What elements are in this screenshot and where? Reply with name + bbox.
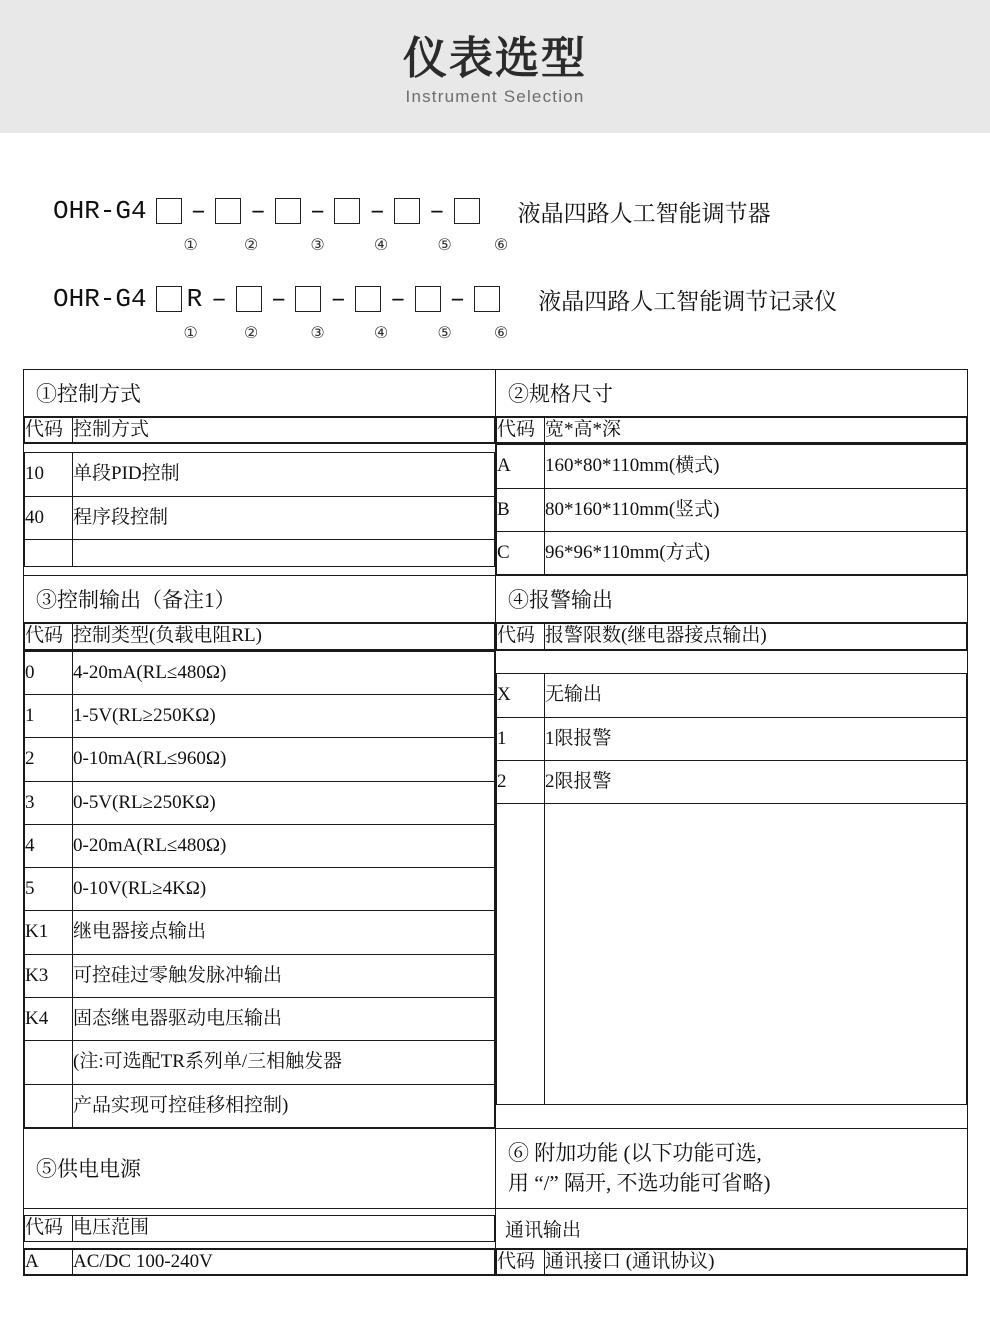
row-code: 4 [25, 824, 73, 867]
dash-icon: – [211, 284, 227, 314]
marker-4: ④ [373, 325, 389, 342]
list-item [25, 496, 495, 539]
section-3-body [24, 650, 496, 1128]
row-text: 0-10V(RL≥4KΩ) [73, 868, 495, 911]
list-item [25, 998, 495, 1041]
col-header-code: 代码 [497, 1249, 545, 1274]
row-code: 5 [25, 868, 73, 911]
dash-icon: – [429, 196, 445, 226]
row-code: K3 [25, 954, 73, 997]
row-code [25, 1084, 73, 1127]
dash-icon: – [449, 284, 466, 314]
list-item [25, 651, 495, 694]
list-item [25, 1249, 495, 1274]
marker-5: ⑤ [437, 237, 452, 254]
table-row [24, 650, 968, 1128]
row-code: X [497, 674, 545, 717]
code-box-6[interactable] [474, 286, 500, 312]
row-text: 160*80*110mm(横式) [545, 445, 967, 488]
model-row-1-markers [0, 231, 990, 259]
section-3-heading: ③控制输出（备注1） [24, 576, 496, 623]
list-item [497, 674, 967, 717]
code-box-2[interactable] [215, 198, 241, 224]
table-row [24, 1129, 968, 1209]
code-box-3[interactable] [275, 198, 301, 224]
col-header-code: 代码 [25, 418, 73, 443]
section-6-colheaders [496, 1248, 968, 1275]
marker-6: ⑥ [493, 237, 509, 254]
row-text: 固态继电器驱动电压输出 [73, 998, 495, 1041]
model-row-1 [0, 191, 990, 231]
list-item [25, 824, 495, 867]
row-text: 96*96*110mm(方式) [545, 531, 967, 574]
dash-icon: – [250, 196, 266, 226]
marker-4: ④ [373, 237, 389, 254]
dash-icon: – [309, 196, 326, 226]
row-text: 80*160*110mm(竖式) [545, 488, 967, 531]
table-row [24, 1248, 968, 1275]
row-text: 4-20mA(RL≤480Ω) [73, 651, 495, 694]
row-text: 1限报警 [545, 717, 967, 760]
table-row [24, 444, 968, 576]
col-header-name: 宽*高*深 [545, 418, 967, 443]
row-text: 可控硅过零触发脉冲输出 [73, 954, 495, 997]
code-box-1[interactable] [156, 198, 182, 224]
model-row-2 [0, 279, 990, 319]
table-row [24, 1208, 968, 1248]
section-4-body [496, 650, 968, 1128]
table-row [24, 370, 968, 417]
section-4-colheaders [496, 623, 968, 650]
row-code: A [497, 445, 545, 488]
row-code: A [25, 1249, 73, 1274]
section-5-heading: ⑤供电电源 [24, 1129, 496, 1209]
row-code: B [497, 488, 545, 531]
row-code: 2 [497, 760, 545, 803]
row-code: K1 [25, 911, 73, 954]
marker-3: ③ [310, 237, 325, 254]
row-code: 1 [497, 717, 545, 760]
section-4-heading: ④报警输出 [496, 576, 968, 623]
row-code: K4 [25, 998, 73, 1041]
list-item [25, 868, 495, 911]
list-item [25, 911, 495, 954]
model-prefix: OHR-G4 [53, 284, 147, 314]
section-6-subheading: 通讯输出 [496, 1208, 968, 1248]
row-text: 无输出 [545, 674, 967, 717]
row-code: 2 [25, 738, 73, 781]
model-code-diagram [0, 133, 990, 347]
row-text: 0-5V(RL≥250KΩ) [73, 781, 495, 824]
row-code [25, 1041, 73, 1084]
list-item [25, 453, 495, 496]
row-text: 2限报警 [545, 760, 967, 803]
dash-icon: – [369, 196, 386, 226]
code-box-3[interactable] [295, 286, 321, 312]
code-box-5[interactable] [415, 286, 441, 312]
page-title: 仪表选型 [403, 34, 587, 84]
col-header-name: 通讯接口 (通讯协议) [545, 1249, 967, 1274]
list-item [497, 717, 967, 760]
col-header-name: 电压范围 [73, 1216, 495, 1241]
col-header-name: 控制类型(负载电阻RL) [73, 624, 495, 649]
list-item [25, 1084, 495, 1127]
list-item [25, 781, 495, 824]
row-text: AC/DC 100-240V [73, 1249, 495, 1274]
section-5-body [24, 1248, 496, 1275]
model-suffix-letter: R [186, 284, 203, 314]
row-text: 0-10mA(RL≤960Ω) [73, 738, 495, 781]
model-description: 液晶四路人工智能调节记录仪 [538, 287, 838, 314]
list-item [497, 531, 967, 574]
section-3-colheaders [24, 623, 496, 650]
row-text: 程序段控制 [73, 496, 495, 539]
model-prefix: OHR-G4 [53, 196, 147, 226]
dash-icon: – [330, 284, 347, 314]
col-header-code: 代码 [25, 1216, 73, 1241]
list-item [25, 738, 495, 781]
code-box-2[interactable] [236, 286, 262, 312]
marker-1: ① [183, 237, 198, 254]
marker-5: ⑤ [437, 325, 452, 342]
col-header-code: 代码 [497, 624, 545, 649]
list-item [497, 760, 967, 803]
row-code: 10 [25, 453, 73, 496]
row-text: 0-20mA(RL≤480Ω) [73, 824, 495, 867]
page-subtitle: Instrument Selection [405, 86, 585, 106]
row-text: 继电器接点输出 [73, 911, 495, 954]
col-header-code: 代码 [25, 624, 73, 649]
marker-1: ① [183, 325, 198, 342]
col-header-name: 控制方式 [73, 418, 495, 443]
dash-icon: – [190, 196, 207, 226]
section-5-colheaders [24, 1208, 496, 1248]
row-text: (注:可选配TR系列单/三相触发器 [73, 1041, 495, 1084]
dash-icon: – [270, 284, 287, 314]
section-6-heading-line2: 用 “/” 隔开, 不选功能可省略) [508, 1171, 771, 1196]
section-2-colheaders [496, 417, 968, 444]
col-header-name: 报警限数(继电器接点输出) [545, 624, 967, 649]
page-banner [0, 0, 990, 133]
marker-6: ⑥ [493, 325, 509, 342]
section-6-heading-line1: ⑥ 附加功能 (以下功能可选, [508, 1141, 762, 1165]
code-box-4[interactable] [355, 286, 381, 312]
model-row-2-markers [0, 319, 990, 347]
marker-3: ③ [310, 325, 325, 342]
list-item [497, 445, 967, 488]
col-header-code: 代码 [497, 418, 545, 443]
row-text: 1-5V(RL≥250KΩ) [73, 694, 495, 737]
code-box-6[interactable] [454, 198, 480, 224]
row-code: 40 [25, 496, 73, 539]
section-1-colheaders [24, 417, 496, 444]
list-item [497, 488, 967, 531]
marker-2: ② [243, 237, 259, 254]
model-description: 液晶四路人工智能调节器 [517, 199, 771, 226]
list-item [25, 1041, 495, 1084]
marker-2: ② [243, 325, 259, 342]
section-1-heading: ①控制方式 [24, 370, 496, 417]
row-text: 单段PID控制 [73, 453, 495, 496]
selection-table [23, 369, 968, 1276]
section-2-body [496, 444, 968, 576]
section-2-heading: ②规格尺寸 [496, 370, 968, 417]
list-item [25, 694, 495, 737]
section-6-heading [496, 1129, 968, 1209]
row-code: 1 [25, 694, 73, 737]
list-item [25, 954, 495, 997]
row-text: 产品实现可控硅移相控制) [73, 1084, 495, 1127]
row-code: 3 [25, 781, 73, 824]
code-box-4[interactable] [334, 198, 360, 224]
dash-icon: – [390, 284, 406, 314]
section-1-body [24, 444, 496, 576]
table-row [24, 623, 968, 650]
code-box-5[interactable] [394, 198, 420, 224]
table-row [24, 417, 968, 444]
row-code: C [497, 531, 545, 574]
code-box-1[interactable] [156, 286, 182, 312]
row-code: 0 [25, 651, 73, 694]
table-row [24, 576, 968, 623]
